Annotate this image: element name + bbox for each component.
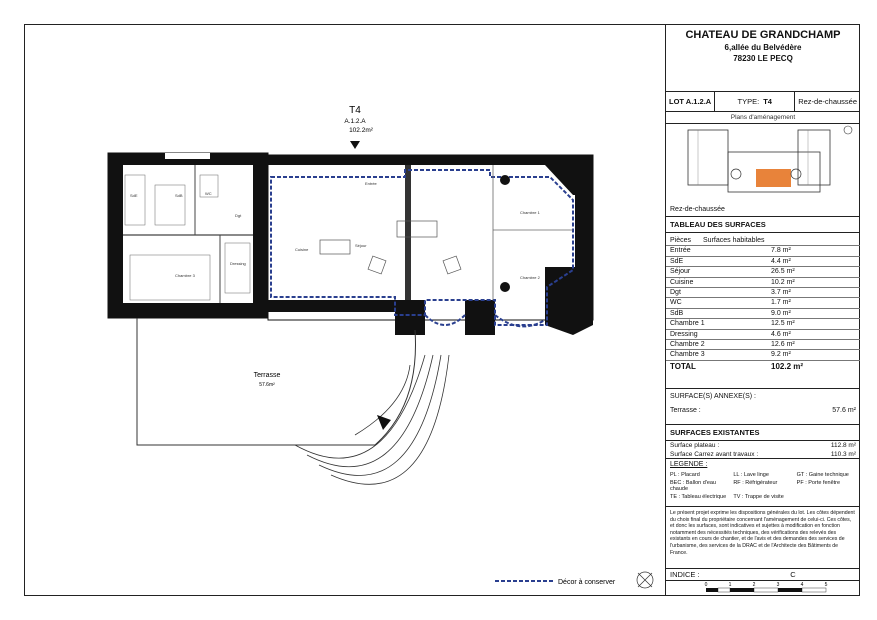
- surface-room: Chambre 1: [670, 320, 705, 328]
- wall-bottom-main: [268, 300, 395, 312]
- keyplan-north-icon: [844, 126, 852, 134]
- surface-area: 10.2 m²: [771, 278, 795, 286]
- legend-block: [666, 459, 860, 507]
- surface-area: 3.7 m²: [771, 289, 791, 297]
- scale-tick-2: 2: [752, 582, 756, 588]
- scale-seg-4: [754, 588, 778, 592]
- surface-area: 12.5 m²: [771, 320, 795, 328]
- room-label-dgt: Dgt: [235, 213, 242, 218]
- index-block: [666, 569, 860, 595]
- wall-left: [108, 153, 123, 318]
- room-label-chambre2: Chambre 2: [520, 275, 540, 280]
- header-block: [666, 25, 860, 92]
- surface-room: Entrée: [670, 247, 691, 255]
- scale-tick-4: 4: [800, 582, 804, 588]
- surfaces-title: TABLEAU DES SURFACES: [666, 217, 860, 233]
- surface-row: [666, 246, 860, 256]
- plateau-value: 112.8 m²: [830, 442, 856, 449]
- room-label-dressing: Dressing: [230, 261, 246, 266]
- keyplan-tower-2: [791, 169, 801, 179]
- surfaces-col1: Pièces: [670, 237, 692, 244]
- legal-note: Le présent projet exprime les dispositions générales du lot. Les côtes dépendent du choix final du propriétaire concernant l'aménagement de celui-ci. Ces côtes, et donc les surfaces, sont indicatives et sujettes à modification en fonction notamment des nécessités techniques, des vérifications des relevés des existants en cours de chantier, et de l'avis et des demandes des services de l'urbanisme, des services de la DRAC et de l'Architecte des Bâtiments de France.: [670, 510, 855, 556]
- surface-room: WC: [670, 299, 682, 307]
- surface-row: [666, 298, 860, 308]
- total-value: 102.2 m²: [771, 361, 804, 371]
- annex-row: [666, 406, 860, 415]
- floor-plan: [25, 25, 665, 595]
- keyplan-highlight: [756, 169, 791, 187]
- building-name: CHATEAU DE GRANDCHAMP: [685, 29, 841, 41]
- surface-row: [666, 278, 860, 288]
- entrance-arrow-icon: [350, 141, 360, 149]
- drawing-sheet: [24, 24, 860, 596]
- unit-area-label: 102.2m²: [349, 127, 373, 134]
- room-label-wc: WC: [205, 191, 212, 196]
- scale-seg-1: [706, 588, 718, 592]
- keyplan-title: Plans d'aménagement: [666, 112, 860, 124]
- surface-area: 4.6 m²: [771, 330, 791, 338]
- surface-area: 1.7 m²: [771, 299, 791, 307]
- keyplan-wing-right: [798, 130, 830, 185]
- scale-seg-2: [718, 588, 730, 592]
- legend-title: LEGENDE :: [670, 461, 708, 468]
- sofa-sejour: [397, 221, 437, 237]
- annex-value: 57.6 m²: [832, 407, 856, 414]
- surface-room: SdB: [670, 309, 684, 317]
- surface-room: SdE: [670, 257, 684, 265]
- wall-right: [575, 195, 593, 267]
- carrez-value: 110.3 m²: [830, 451, 856, 459]
- lot-label: LOT A.1.2.A: [666, 92, 715, 111]
- window-top: [165, 153, 210, 159]
- type-label: TYPE:: [737, 97, 760, 106]
- legend-item: BEC : Ballon d'eau chaude: [670, 480, 716, 492]
- surface-row: [666, 309, 860, 319]
- room-label-entree: Entrée: [365, 181, 377, 186]
- surface-row: [666, 350, 860, 360]
- surface-area: 7.8 m²: [771, 247, 791, 255]
- surface-row: [666, 340, 860, 350]
- stair-direction-icon: [377, 415, 391, 430]
- surfaces-list: [666, 246, 860, 360]
- scale-tick-0: 0: [704, 582, 708, 588]
- plateau-row: [666, 441, 860, 450]
- keyplan-wing-left: [688, 130, 728, 185]
- surfaces-header: [666, 236, 860, 246]
- wall-pier-1: [395, 300, 425, 335]
- lot-block: [666, 92, 860, 112]
- main-wing-outline: [268, 155, 593, 320]
- surface-area: 12.6 m²: [771, 341, 795, 349]
- scale-bar: [666, 581, 856, 595]
- room-label-chambre1: Chambre 1: [520, 210, 540, 215]
- surface-row: [666, 267, 860, 277]
- room-label-sde: SdE: [130, 193, 138, 198]
- surfaces-block: [666, 217, 860, 389]
- column-2: [500, 282, 510, 292]
- armchair-1: [368, 256, 386, 274]
- unit-ref-label: A.1.2.A: [344, 118, 366, 125]
- plateau-label: Surface plateau :: [670, 442, 720, 449]
- total-label: TOTAL: [670, 361, 696, 371]
- tower-right: [545, 267, 593, 335]
- terrace-outline: [137, 318, 416, 445]
- terrace-label: Terrasse: [253, 372, 281, 379]
- armchair-2: [443, 256, 461, 274]
- legend-item: RF : Réfrigérateur: [733, 480, 778, 486]
- surface-area: 4.4 m²: [771, 257, 791, 265]
- unit-type-label: T4: [349, 105, 361, 116]
- surface-room: Dgt: [670, 289, 681, 297]
- legend-item: PF : Porte fenêtre: [796, 480, 841, 486]
- scale-seg-3: [730, 588, 754, 592]
- surface-area: 9.0 m²: [771, 309, 791, 317]
- surface-row: [666, 257, 860, 267]
- annex-title: SURFACE(S) ANNEXE(S) :: [670, 393, 756, 400]
- surface-row: [666, 319, 860, 329]
- surface-area: 26.5 m²: [771, 268, 795, 276]
- scale-seg-6: [802, 588, 826, 592]
- legend-item: GT : Gaine technique: [796, 472, 849, 478]
- keyplan-block: [666, 112, 860, 217]
- room-label-sejour: Séjour: [355, 243, 367, 248]
- building-city: 78230 LE PECQ: [733, 54, 793, 63]
- legend-item: LL : Lave linge: [733, 472, 769, 478]
- existing-title: SURFACES EXISTANTES: [666, 425, 860, 441]
- table-cuisine: [320, 240, 350, 254]
- annex-label: Terrasse :: [670, 407, 701, 414]
- decor-alcove-2: [495, 315, 545, 326]
- wall-top-main: [268, 155, 593, 165]
- existing-block: [666, 425, 860, 459]
- keyplan-map: [668, 124, 858, 204]
- surface-room: Chambre 3: [670, 351, 705, 359]
- scale-tick-1: 1: [728, 582, 732, 588]
- surface-row: [666, 330, 860, 340]
- surface-room: Cuisine: [670, 278, 694, 286]
- wall-bottom-left: [108, 303, 268, 318]
- surface-row: [666, 288, 860, 298]
- wall-corner-tr: [545, 155, 593, 195]
- type-value: T4: [763, 97, 772, 106]
- level-label: Rez-de-chaussée: [798, 97, 857, 106]
- index-row: [666, 569, 860, 581]
- room-label-chambre3: Chambre 3: [175, 273, 195, 278]
- legend-item: PL : Placard: [670, 472, 700, 478]
- decor-legend-label: Décor à conserver: [558, 579, 616, 586]
- index-label: INDICE :: [670, 570, 700, 579]
- scale-tick-5: 5: [824, 582, 828, 588]
- carrez-label: Surface Carrez avant travaux :: [670, 451, 759, 459]
- legend-grid: [666, 470, 860, 502]
- annex-block: [666, 389, 860, 425]
- wall-pier-2: [465, 300, 495, 335]
- legend-item: TV : Trappe de visite: [733, 494, 784, 500]
- wall-mid-main: [405, 165, 411, 300]
- title-block: [665, 25, 860, 595]
- legend-item: TE : Tableau électrique: [670, 494, 727, 500]
- stair-arc-1: [295, 355, 425, 458]
- surface-room: Dressing: [670, 330, 698, 338]
- keyplan-level: Rez-de-chaussée: [670, 206, 725, 213]
- column-1: [500, 175, 510, 185]
- surfaces-total: [666, 361, 860, 373]
- building-street: 6,allée du Belvédère: [724, 43, 802, 52]
- surfaces-col2: Surfaces habitables: [703, 237, 765, 244]
- note-block: [666, 507, 860, 569]
- surface-room: Séjour: [670, 268, 691, 276]
- wall-mid: [253, 153, 268, 318]
- room-label-cuisine: Cuisine: [295, 247, 309, 252]
- keyplan-tower-1: [731, 169, 741, 179]
- index-value: C: [790, 570, 796, 579]
- stair-arc-2: [307, 355, 433, 467]
- surface-area: 9.2 m²: [771, 351, 791, 359]
- room-label-sdb: SdB: [175, 193, 183, 198]
- terrace-area: 57.6m²: [259, 382, 275, 388]
- surface-room: Chambre 2: [670, 341, 705, 349]
- scale-tick-3: 3: [776, 582, 780, 588]
- scale-seg-5: [778, 588, 802, 592]
- floor-plan-area: [25, 25, 665, 595]
